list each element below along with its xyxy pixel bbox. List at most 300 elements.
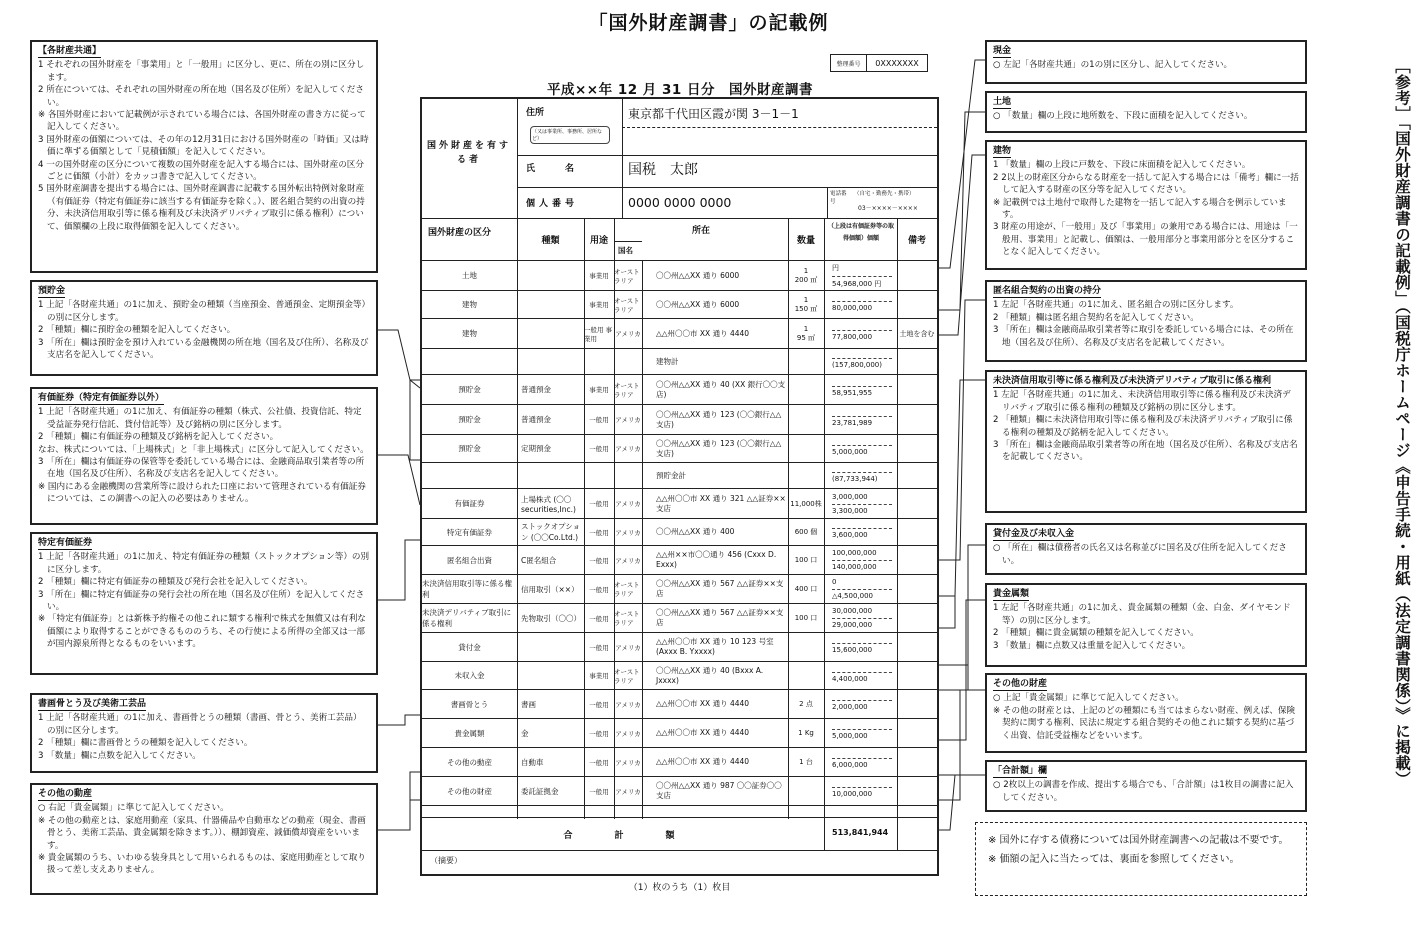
table-row	[422, 662, 937, 690]
row-type: 定期預金	[521, 444, 551, 453]
row-note	[897, 375, 937, 404]
row-country: アメリカ	[615, 330, 641, 338]
row-category: 未決済デリバティブ取引に係る権利	[422, 608, 512, 628]
row-type: 普通預金	[521, 385, 551, 394]
note-title: その他の財産	[993, 678, 1047, 691]
note-line: 2 「種類」欄に貴金属類の種類を記入してください。	[993, 628, 1199, 639]
row-category: 匿名組合出資	[447, 555, 492, 565]
row-value	[824, 690, 897, 718]
note-line: ○ 右記「貴金属類」に準じて記入してください。	[38, 803, 229, 814]
row-quantity	[788, 519, 824, 545]
row-type: 自動車	[521, 757, 544, 767]
row-location: 〇〇州△△XX 通り 567 △△証券××支店	[656, 579, 784, 598]
row-use: 事業用	[589, 272, 609, 280]
serial-value: 0XXXXXXX	[875, 58, 919, 68]
row-category: 貴金属類	[454, 728, 485, 738]
row-quantity-upper: 1	[803, 324, 809, 333]
row-value-upper: 0	[832, 578, 837, 586]
row-value	[824, 519, 897, 545]
row-country: オーストラリア	[614, 296, 640, 314]
header-type: 種類	[541, 236, 560, 246]
row-note	[897, 777, 937, 805]
row-value-upper: 30,000,000	[832, 607, 873, 615]
row-category	[422, 349, 517, 374]
note-line: 1 「数量」欄の上段に戸数を、下段に床面積を記入してください。	[993, 160, 1251, 171]
note-line: 3 「所在」欄は金融商品取引業者等に取引を委託している場合には、その所在地（国名及び住所）、名称及び支店名を記載してください。	[993, 325, 1294, 348]
row-value	[824, 777, 897, 805]
row-category: 有価証券	[454, 499, 485, 508]
row-quantity	[788, 261, 824, 290]
row-use: 事業用	[589, 301, 609, 309]
row-type	[517, 633, 584, 661]
note-other-movables	[30, 783, 378, 895]
row-country: アメリカ	[615, 787, 641, 796]
note-deposits	[30, 280, 378, 376]
note-common	[30, 40, 378, 273]
row-country: オーストラリア	[614, 667, 640, 685]
row-location: 〇〇州△△XX 通り 40 (XX 銀行〇〇支店)	[656, 379, 786, 399]
note-title: 土地	[993, 96, 1011, 109]
note-land	[985, 91, 1307, 133]
table-row	[422, 463, 937, 489]
row-note	[897, 748, 937, 776]
row-use: 事業用	[589, 672, 609, 680]
table-row	[422, 319, 937, 349]
row-category: 建物	[462, 329, 477, 338]
row-value-lower: 77,800,000	[832, 330, 892, 341]
row-location: △△州××市〇〇通り 456 (Cxxx D. Exxx)	[656, 550, 777, 569]
row-value	[824, 291, 897, 318]
row-location: △△州〇〇市 XX 通り 10 123 号室 (Axxx B. Yxxxx)	[656, 637, 774, 656]
row-use: 一般用	[589, 500, 609, 508]
row-value-lower: 23,781,989	[832, 416, 892, 427]
row-use: 一般用	[589, 787, 609, 796]
row-value	[824, 748, 897, 776]
row-use: 一般用	[589, 528, 609, 537]
row-location: △△州〇〇市 XX 通り 4440	[656, 699, 750, 708]
row-quantity	[788, 662, 824, 689]
row-type: 普通預金	[521, 415, 551, 424]
row-category: 特定有価証券	[447, 527, 492, 537]
row-quantity-upper: 1 台	[799, 758, 813, 766]
table-row	[422, 349, 937, 375]
row-type	[517, 261, 584, 290]
note-line: 2 「種類」欄に書画骨とうの種類を記入してください。	[38, 738, 253, 749]
total-row	[422, 817, 937, 851]
row-country: アメリカ	[615, 729, 641, 738]
row-location: 〇〇州△△XX 通り 567 △△証券××支店	[656, 608, 784, 627]
note-line: 2 「種類」欄は匿名組合契約名を記入してください。	[993, 312, 1199, 323]
row-quantity-lower: 200 ㎡	[794, 275, 818, 284]
row-location: △△州〇〇市 XX 通り 4440	[656, 328, 750, 338]
note-line: 2 「種類」欄に特定有価証券の種類及び発行会社を記入してください。	[38, 577, 313, 588]
row-value-upper: 円	[832, 263, 839, 272]
row-type: 信用取引（××）	[521, 584, 579, 594]
row-use: 一般用	[589, 643, 609, 652]
row-quantity	[788, 489, 824, 518]
row-quantity	[788, 604, 824, 632]
table-row	[422, 291, 937, 319]
row-value	[824, 546, 897, 574]
header-quantity: 数量	[796, 236, 815, 246]
row-note	[897, 489, 937, 518]
serial-label: 整理番号	[831, 55, 867, 71]
row-use: 一般用	[589, 585, 609, 594]
row-location: 〇〇州△△XX 通り 123 (〇〇銀行△△支店)	[656, 409, 782, 429]
row-country: アメリカ	[615, 758, 641, 767]
note-line: 2 2以上の財産区分からなる財産を一括して記入する場合には「備考」欄に一括して記入する財産の区分等を記入してください。	[993, 172, 1299, 196]
note-line: ○ 上記「貴金属類」に準じて記入してください。	[993, 693, 1184, 704]
row-note	[897, 690, 937, 718]
row-category: 貸付金	[458, 642, 481, 652]
row-use: 一般用	[589, 556, 609, 565]
note-line: 3 財産の用途が、「一般用」及び「事業用」の兼用である場合には、用途は「一般用、事業用」と記載し、価額は、一般用部分と事業用部分とを区分することなく記入してください。	[993, 222, 1298, 258]
row-country: オーストラリア	[614, 381, 640, 399]
row-value	[824, 463, 897, 488]
note-line: 2 所在については、それぞれの国外財産の所在地（国名及び住所）を記入してください。	[38, 85, 364, 108]
note-title: 書画骨とう及び美術工芸品	[38, 698, 146, 711]
note-line: 2 「種類」欄に預貯金の種類を記入してください。	[38, 325, 236, 336]
row-quantity	[788, 633, 824, 661]
header-country: 国名	[618, 246, 633, 255]
row-location: 〇〇州△△XX 通り 400	[656, 527, 735, 536]
note-title: その他の動産	[38, 788, 92, 801]
note-line: 1 上記「各財産共通」の1に加え、有価証券の種類（株式、公社債、投資信託、特定受益証券発行信託、貸付信託等）及び銘柄の別に区分します。	[38, 407, 362, 430]
row-quantity	[788, 291, 824, 318]
row-value	[824, 261, 897, 290]
row-note	[897, 405, 937, 434]
row-location: 〇〇州△△XX 通り 123 (〇〇銀行△△支店)	[656, 438, 782, 458]
row-type: 上場株式 (〇〇securities,Inc.)	[521, 494, 576, 514]
note-title: 【各財産共通】	[38, 45, 101, 58]
row-value-lower: 80,000,000	[832, 301, 892, 312]
row-note	[897, 633, 937, 661]
address-value: 東京都千代田区霞が関 3－1－1	[628, 107, 799, 121]
mynumber-value: 0000 0000 0000	[628, 195, 732, 210]
note-title: 有価証券（特定有価証券以外）	[38, 392, 164, 405]
note-line: ※ 価額の記入に当たっては、裏面を参照してください。	[988, 854, 1240, 865]
total-label: 合 計 額	[563, 831, 683, 841]
note-line: 1 上記「各財産共通」の1に加え、預貯金の種類（当座預金、普通預金、定期預金等）の別に区分します。	[38, 300, 366, 323]
row-quantity	[788, 319, 824, 348]
row-use: 一般用	[589, 416, 609, 424]
row-note	[897, 291, 937, 318]
row-value	[824, 349, 897, 374]
row-note	[897, 662, 937, 689]
note-line: ※ 国外に存する債務については国外財産調書への記載は不要です。	[988, 835, 1289, 846]
row-value-lower: 3,600,000	[832, 528, 892, 539]
note-title: 現金	[993, 45, 1011, 58]
header-category: 国外財産の区分	[428, 228, 492, 238]
header-value: （上段は有価証券等の取得価額）価額	[827, 223, 894, 242]
row-quantity	[788, 719, 824, 747]
owner-label: 国外財産を有する者	[426, 141, 511, 165]
table-header	[422, 219, 937, 261]
row-quantity-lower: 150 ㎡	[794, 304, 818, 313]
row-value-lower: 3,300,000	[832, 504, 892, 515]
note-line: 3 「所在」欄は預貯金を預け入れている金融機関の所在地（国名及び住所）、名称及び支店名を記入してください。	[38, 337, 369, 361]
row-country: アメリカ	[615, 445, 641, 453]
serial-number-box	[830, 54, 928, 72]
note-line: ※ 各国外財産において記載例が示されている場合には、各国外財産の書き方に従って記入してください。	[38, 110, 366, 133]
form-title: 平成××年 12 月 31 日分 国外財産調書	[547, 82, 813, 98]
note-securities	[30, 387, 378, 525]
row-location: △△州〇〇市 XX 通り 4440	[656, 728, 750, 737]
row-use	[584, 349, 614, 374]
row-quantity-upper: 100 口	[794, 556, 818, 564]
note-line: 1 上記「各財産共通」の1に加え、書画骨とうの種類（書画、骨とう、美術工芸品）の別に区分します。	[38, 713, 362, 736]
header-use: 用途	[589, 236, 608, 246]
page-title: 「国外財産調書」の記載例	[588, 12, 829, 34]
row-quantity	[788, 463, 824, 488]
row-quantity	[788, 349, 824, 374]
row-use: 一般用	[589, 614, 609, 623]
row-type	[517, 662, 584, 689]
table-row	[422, 604, 937, 633]
note-line: ○ 左記「各財産共通」の1の別に区分し、記入してください。	[993, 60, 1233, 71]
row-type	[517, 319, 584, 348]
row-value-lower: 54,968,000 円	[832, 276, 892, 289]
table-row	[422, 375, 937, 405]
note-title: 「合計額」欄	[993, 765, 1047, 778]
row-note	[897, 719, 937, 747]
row-category: 未収入金	[454, 671, 485, 680]
row-quantity	[788, 575, 824, 603]
row-quantity	[788, 690, 824, 718]
row-category: 未決済信用取引等に係る権利	[422, 579, 512, 599]
row-use: 一般用	[589, 758, 609, 767]
note-line: 1 左記「各財産共通」の1に加え、貴金属類の種類（金、白金、ダイヤモンド等）の別に区分します。	[993, 603, 1291, 626]
row-note	[897, 575, 937, 603]
note-line: なお、株式については、「上場株式」と「非上場株式」に区分して記入してください。	[38, 444, 369, 455]
note-line: ※ その他の財産とは、上記のどの種類にも当てはまらない財産、例えば、保険契約に関する権利、民法に規定する組合契約その他これに類する契約に基づく出資、信託受益権などをいいます。	[993, 705, 1296, 741]
row-value	[824, 489, 897, 518]
row-country: オーストラリア	[614, 610, 640, 627]
note-title: 未決済信用取引等に係る権利及び未決済デリバティブ取引に係る権利	[993, 375, 1271, 388]
row-note: 土地を含む	[899, 329, 935, 338]
note-line: 3 「数量」欄に点数を記入してください。	[38, 750, 201, 761]
row-value-lower: △4,500,000	[832, 589, 892, 600]
note-loans-receivables	[985, 523, 1307, 575]
remarks-label: （摘要）	[430, 856, 462, 865]
row-value-lower: 140,000,000	[832, 560, 892, 571]
table-row	[422, 690, 937, 719]
row-value	[824, 604, 897, 632]
row-location: 〇〇州△△XX 通り 6000	[656, 270, 740, 280]
row-use: 事業用	[589, 386, 609, 394]
row-quantity	[788, 777, 824, 805]
note-title: 貸付金及び未収入金	[993, 528, 1074, 541]
table-row	[422, 546, 937, 575]
row-note	[897, 463, 937, 488]
note-precious-metals	[985, 583, 1307, 667]
table-row	[422, 575, 937, 604]
row-type: 金	[521, 728, 529, 738]
row-value-lower: 29,000,000	[832, 618, 892, 629]
row-type	[517, 463, 584, 488]
note-line: 3 「数量」欄に点数又は重量を記入してください。	[993, 640, 1191, 651]
note-title: 建物	[993, 145, 1011, 158]
row-value	[824, 633, 897, 661]
owner-section	[422, 99, 937, 219]
row-quantity-upper: 1	[803, 266, 809, 275]
note-line: 3 国外財産の価額については、その年の12月31日における国外財産の「時価」又は時価に準ずる価額として「見積価額」を記入してください。	[38, 134, 369, 158]
row-location: 〇〇州△△XX 通り 40 (Bxxx A. Jxxxx)	[656, 665, 764, 685]
row-value	[824, 435, 897, 462]
note-other-property	[985, 673, 1307, 753]
table-row	[422, 748, 937, 777]
row-country	[614, 463, 642, 488]
reference-side-note: ［参考］「国外財産調書の記載例」（国税庁ホームページ《申告手続・用紙（法定調書関係）》に掲載）	[1393, 58, 1411, 787]
row-quantity	[788, 748, 824, 776]
note-title: 貴金属類	[993, 588, 1029, 601]
note-title: 預貯金	[38, 285, 65, 298]
row-value-lower: 4,400,000	[832, 672, 892, 683]
note-line: ※ 国内にある金融機関の営業所等に設けられた口座において管理されている有価証券については、この調書への記入の必要はありません。	[38, 481, 366, 505]
row-quantity-lower: 95 ㎡	[796, 333, 816, 342]
row-quantity	[788, 546, 824, 574]
row-value	[824, 575, 897, 603]
row-quantity-upper: 1 Kg	[798, 729, 814, 737]
note-buildings	[985, 140, 1307, 270]
note-line: ※ 貴金属類のうち、いわゆる装身具として用いられるものは、家庭用動産として取り扱って差し支えありません。	[38, 853, 366, 876]
row-value-upper: 3,000,000	[832, 492, 868, 501]
row-use: 一般用 事業用	[584, 325, 613, 343]
row-value-lower: 15,600,000	[832, 643, 892, 654]
row-category: 預貯金	[458, 385, 481, 394]
note-line: ○ 「所在」欄は債務者の氏名又は名称並びに国名及び住所を記入してください。	[993, 543, 1287, 566]
row-value-upper: 100,000,000	[832, 549, 877, 557]
page-count: （1）枚のうち（1）枚目	[628, 883, 731, 893]
name-value: 国税 太郎	[628, 162, 698, 178]
table-row	[422, 261, 937, 291]
row-quantity-upper: 11,000株	[790, 499, 822, 508]
row-value	[824, 319, 897, 348]
table-row	[422, 489, 937, 519]
note-dashed	[975, 822, 1307, 896]
note-line: 3 「所在」欄は有価証券の保管等を委託している場合には、金融商品取引業者等の所在地（国名及び住所）、名称及び支店名を記入してください。	[38, 457, 365, 480]
row-category: 書画骨とう	[450, 699, 489, 709]
row-category	[422, 463, 517, 488]
row-quantity-upper: 100 口	[794, 614, 818, 622]
note-line: 1 左記「各財産共通」の1に加え、匿名組合の別に区分します。	[993, 300, 1239, 311]
note-line: 3 「所在」欄に特定有価証券の発行会社の所在地（国名及び住所）を記入してください。	[38, 589, 365, 613]
note-cash	[985, 40, 1307, 84]
row-value	[824, 719, 897, 747]
name-label: 氏名	[526, 164, 605, 174]
row-category: 預貯金	[458, 444, 481, 453]
note-title: 匿名組合契約の出資の持分	[993, 285, 1101, 298]
row-location: 建物計	[656, 356, 679, 366]
row-location: △△州〇〇市 XX 通り 321 △△証券××支店	[656, 493, 786, 513]
row-country: アメリカ	[615, 700, 641, 709]
total-value: 513,841,944	[832, 828, 889, 837]
row-type	[517, 349, 584, 374]
table-row	[422, 519, 937, 546]
note-total-amount	[985, 760, 1307, 812]
row-location: 〇〇州△△XX 通り 6000	[656, 299, 740, 309]
note-line: 1 上記「各財産共通」の1に加え、特定有価証券の種類（ストックオプション等）の別に区分します。	[38, 552, 370, 575]
row-note	[897, 519, 937, 545]
row-type: 書画	[521, 699, 536, 709]
row-country: アメリカ	[615, 416, 641, 424]
row-value	[824, 662, 897, 689]
row-category: 預貯金	[458, 415, 481, 424]
row-quantity-upper: 2 点	[799, 700, 813, 708]
row-location: 預貯金計	[656, 470, 686, 480]
note-derivatives	[985, 370, 1307, 513]
row-quantity-upper: 400 口	[794, 585, 818, 593]
note-line: 4 一の国外財産の区分について複数の国外財産を記入する場合には、国外財産の区分ごとに価額（小計）をカッコ書きで記入してください。	[38, 159, 364, 183]
note-line: ○ 「数量」欄の上段に地所数を、下段に面積を記入してください。	[993, 111, 1253, 122]
note-title: 特定有価証券	[38, 537, 92, 550]
note-line: 1 それぞれの国外財産を「事業用」と「一般用」に区分し、更に、所在の別に区分します。	[38, 60, 365, 83]
note-anonymous-partnership	[985, 280, 1307, 362]
row-value-lower: 6,000,000	[832, 758, 892, 769]
row-value	[824, 405, 897, 434]
asset-report-form	[420, 97, 939, 876]
table-row	[422, 405, 937, 435]
row-type: 先物取引（〇〇）	[521, 613, 581, 623]
row-location: 〇〇州△△XX 通り 987 〇〇証券〇〇支店	[656, 781, 782, 800]
row-quantity	[788, 375, 824, 404]
note-line: 3 「所在」欄は金融商品取引業者等の所在地（国名及び住所）、名称及び支店名を記載してください。	[993, 440, 1298, 463]
table-row	[422, 777, 937, 806]
row-value	[824, 375, 897, 404]
row-use: 一般用	[589, 729, 609, 738]
row-type	[517, 291, 584, 318]
row-country: オーストラリア	[614, 267, 640, 285]
note-line: 5 国外財産調書を提出する場合には、国外財産調書に記載する国外転出特例対象財産（有価証券（特定有価証券に該当する有価証券を除く。）、匿名組合契約の出資の持分、未決済信用取引等に係る権利及び未決済デリバティブ取引に係る権利）について、価額欄の上段に取得価額を記入してください。	[38, 184, 365, 232]
row-value-lower: 10,000,000	[832, 787, 892, 798]
row-use	[584, 463, 614, 488]
row-location: △△州〇〇市 XX 通り 4440	[656, 757, 750, 766]
note-line: ※ 記載例では土地付で取得した建物を一括して記入する場合を例示しています。	[993, 197, 1287, 221]
note-line: 1 左記「各財産共通」の1に加え、未決済信用取引等に係る権利及び未決済デリバティブ取引に係る権利の種類及び銘柄の別に区分します。	[993, 390, 1291, 413]
address-label: 住所	[526, 108, 545, 118]
row-note	[897, 349, 937, 374]
row-use: 一般用	[589, 700, 609, 709]
row-quantity	[788, 435, 824, 462]
phone-label: 電話番号	[830, 191, 847, 205]
row-category: 建物	[462, 300, 477, 309]
mynumber-label: 個人番号	[526, 199, 579, 209]
table-row	[422, 435, 937, 463]
note-line: 2 「種類」欄に未決済信用取引等に係る権利及び未決済デリバティブ取引に係る権利の種類及び銘柄を記入してください。	[993, 415, 1293, 438]
row-quantity-upper: 600 個	[794, 528, 818, 536]
note-line: ○ 2枚以上の調書を作成、提出する場合でも、「合計額」は1枚目の調書に記入してください。	[993, 780, 1294, 803]
row-note	[897, 435, 937, 462]
note-specified-securities	[30, 532, 378, 675]
row-country: アメリカ	[615, 643, 641, 652]
row-value-lower: (157,800,000)	[832, 358, 892, 369]
row-country	[614, 349, 642, 374]
row-value-lower: 58,951,955	[832, 386, 892, 397]
header-note: 備考	[907, 236, 926, 246]
row-category: その他の動産	[447, 757, 492, 767]
note-line: ※ 「特定有価証券」とは新株予約権その他これに類する権利で株式を無償又は有利な価額により取得することができるもののうち、その行使による所得の全部又は一部が国内源泉所得となるものをいいます。	[38, 614, 366, 650]
row-note	[897, 261, 937, 290]
row-quantity	[788, 405, 824, 434]
row-note	[897, 546, 937, 574]
row-type: ストックオプション (〇〇Co.Ltd.)	[521, 522, 581, 542]
row-value-lower: (87,733,944)	[832, 472, 892, 483]
row-value-lower: 2,000,000	[832, 700, 892, 711]
note-line: ※ その他の動産とは、家庭用動産（家具、什器備品や自動車などの動産（現金、書画骨とう、美術工芸品、貴金属類を除きます。））、棚卸資産、減価償却資産をいいます。	[38, 815, 366, 851]
row-category: 土地	[462, 271, 477, 280]
row-country: アメリカ	[615, 556, 641, 565]
note-art	[30, 693, 378, 773]
